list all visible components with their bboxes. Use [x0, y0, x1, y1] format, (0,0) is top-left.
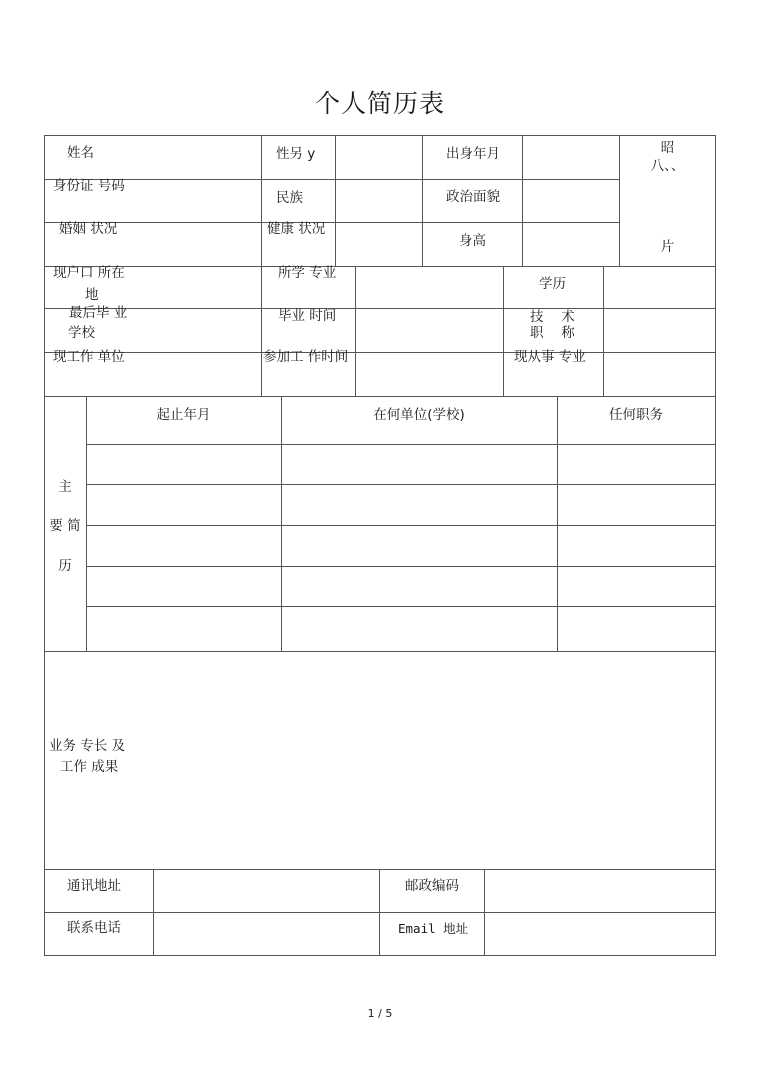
label-name: 姓名 — [67, 145, 94, 161]
resume-side-2: 要 简 — [49, 518, 81, 534]
row-line — [86, 566, 716, 567]
label-ethnicity: 民族 — [276, 190, 303, 206]
col-line — [379, 869, 380, 955]
label-phone: 联系电话 — [67, 920, 121, 936]
row-line — [44, 352, 716, 353]
label-title-line1: 技 术 — [530, 309, 575, 325]
label-school-line1: 最后毕 业 — [69, 305, 128, 321]
row-line — [44, 396, 716, 397]
resume-side-1: 主 — [58, 479, 72, 495]
label-expertise-line1: 业务 专长 及 — [49, 738, 126, 754]
row-line — [44, 308, 716, 309]
label-health: 健康 状况 — [267, 221, 326, 237]
row-line — [44, 912, 716, 913]
col-line — [603, 266, 604, 396]
label-hukou-line2: 地 — [85, 287, 99, 303]
label-email: Email 地址 — [398, 921, 469, 936]
resume-side-3: 历 — [58, 558, 72, 574]
col-line — [522, 135, 523, 266]
header-unit: 在何单位(学校) — [373, 407, 465, 423]
label-hukou-line1: 现户口 所在 — [53, 265, 125, 281]
row-line — [44, 955, 716, 956]
col-line — [503, 266, 504, 396]
label-postcode: 邮政编码 — [405, 878, 459, 894]
col-line — [484, 869, 485, 955]
photo-label-bottom: 片 — [660, 239, 675, 255]
col-line — [261, 266, 262, 396]
label-education: 学历 — [539, 276, 566, 292]
row-line — [86, 484, 716, 485]
row-line — [44, 651, 716, 652]
row-line — [44, 266, 716, 267]
row-line — [44, 179, 619, 180]
label-height: 身高 — [459, 233, 486, 249]
label-current-field: 现从事 专业 — [514, 349, 586, 365]
col-line — [355, 266, 356, 396]
label-gender: 性另 y — [276, 146, 316, 162]
row-line — [86, 606, 716, 607]
row-line — [44, 135, 716, 136]
col-line — [335, 135, 336, 266]
label-major: 所学 专业 — [278, 265, 337, 281]
col-line — [261, 135, 262, 266]
label-id-card: 身份证 号码 — [53, 178, 125, 194]
row-line — [44, 222, 619, 223]
table-border-left — [44, 135, 45, 955]
photo-label-top: 昭 — [660, 140, 675, 156]
label-birth: 出身年月 — [446, 146, 500, 162]
col-line — [557, 396, 558, 651]
label-title-line2: 职 称 — [530, 325, 575, 341]
page-title: 个人简历表 — [314, 89, 445, 118]
col-line — [86, 396, 87, 651]
header-position: 任何职务 — [609, 407, 663, 423]
row-line — [44, 869, 716, 870]
label-grad-time: 毕业 时间 — [278, 308, 337, 324]
col-line — [281, 396, 282, 651]
table-border-right — [715, 135, 716, 955]
label-work-start: 参加工 作时间 — [263, 349, 349, 365]
label-address: 通讯地址 — [67, 878, 121, 894]
row-line — [86, 444, 716, 445]
label-expertise-line2: 工作 成果 — [60, 759, 119, 775]
photo-label-mid: 八、、 — [650, 158, 685, 174]
label-school-line2: 学校 — [68, 325, 95, 341]
header-period: 起止年月 — [156, 407, 211, 423]
col-line — [153, 869, 154, 955]
label-employer: 现工作 单位 — [53, 349, 125, 365]
col-line — [422, 135, 423, 266]
label-marriage: 婚姻 状况 — [59, 221, 118, 237]
page-number: 1 / 5 — [367, 1007, 393, 1020]
label-political: 政治面貌 — [446, 189, 500, 205]
row-line — [86, 525, 716, 526]
